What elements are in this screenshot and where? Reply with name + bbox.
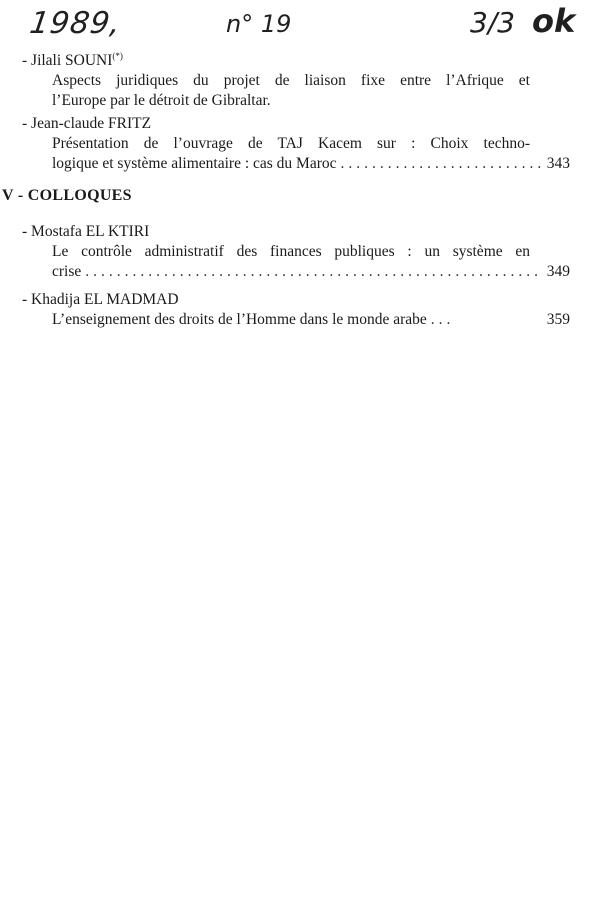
handwritten-ok: ok	[532, 2, 576, 40]
title-line: crise	[52, 263, 82, 280]
toc-entry	[22, 46, 570, 111]
page-number: 359	[546, 311, 570, 328]
toc-entry	[22, 114, 570, 174]
toc-author	[22, 46, 570, 71]
toc-author: - Jean-claude FRITZ	[22, 115, 152, 132]
toc-entry	[22, 222, 570, 282]
title-line: Présentation de l’ouvrage de TAJ Kacem sur : Choix techno-	[52, 135, 530, 152]
dot-leader	[85, 262, 542, 282]
handwritten-year: 1989,	[27, 6, 124, 41]
toc-entry	[22, 290, 570, 330]
title-line: L’enseignement des droits de l’Homme dans le monde arabe	[52, 311, 427, 328]
toc-title	[52, 71, 570, 111]
handwritten-part: 3/3	[470, 6, 516, 39]
dot-leader	[341, 154, 543, 174]
toc-leader-row	[52, 310, 570, 330]
toc-title	[52, 134, 570, 174]
toc-title	[52, 242, 570, 282]
toc-leader-row	[52, 154, 570, 174]
page-number: 343	[546, 155, 570, 172]
toc-title	[52, 310, 570, 330]
page-number: 349	[546, 263, 570, 280]
toc-author: - Khadija EL MADMAD	[22, 291, 179, 308]
handwritten-issue-number: n° 19	[226, 10, 292, 38]
author-name: - Jilali SOUNI	[22, 52, 113, 69]
toc-author: - Mostafa EL KTIRI	[22, 223, 150, 240]
toc-leader-row	[52, 262, 570, 282]
section-heading: V - COLLOQUES	[2, 187, 132, 204]
title-line: Le contrôle administratif des finances publiques : un système en	[52, 243, 530, 260]
title-line: logique et système alimentaire : cas du Maroc	[52, 155, 337, 172]
title-line: l’Europe par le détroit de Gibraltar.	[52, 92, 271, 109]
dot-leader	[431, 310, 453, 330]
author-footnote-mark: (*)	[112, 51, 123, 61]
title-line: Aspects juridiques du projet de liaison fixe entre l’Afrique et	[52, 72, 530, 89]
